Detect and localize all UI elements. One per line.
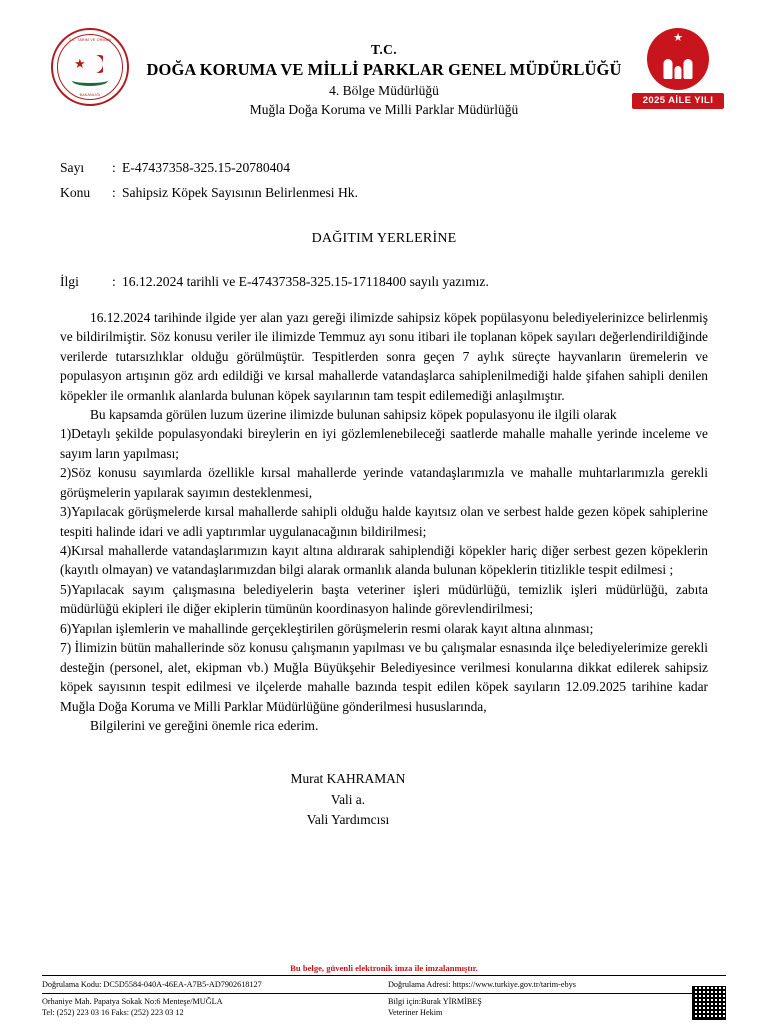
verification-code-cell [42,979,384,990]
list-item-1: 1)Detaylı şekilde populasyondaki bireylerin en iyi gözlemlenebileceği saatlerde mahalle mahalle yerinde inceleme ve sayım ların yapılması; [60,426,708,461]
leaf-arc-icon [71,74,109,86]
sayi-row [60,158,708,177]
family-circle [647,28,709,90]
header-office: Muğla Doğa Koruma ve Milli Parklar Müdürlüğü [249,102,519,118]
figure-adult [664,59,673,79]
crescent-icon [85,55,103,73]
signer-title-1: Vali a. [330,791,366,807]
family-year-band: 2025 AİLE YILI [632,93,724,109]
verification-address-value[interactable]: https://www.turkiye.gov.tr/tarim-ebys [452,979,576,989]
esignature-note: Bu belge, güvenli elektronik imza ile imzalanmıştır. [290,962,478,973]
family-figures [664,59,693,79]
footer-verification-row [42,979,726,990]
konu-row [60,183,708,202]
document-footer [0,963,768,1024]
footer-contact-row [42,996,726,1018]
left-logo-area [42,28,138,106]
list-item-7: 7) İlimizin bütün mahallerinde söz konusu çalışmanın yapılması ve bu çalışmalar esnasında ilçe belediyelerimize gerekli desteğin (personel, alet, ekipman vb.) Muğla Büyükşehir Belediyesince verilmesi konularına dikkat edilerek sahipsiz köpek sayısının tespit edilmesi ve ilçelerde mahalle bazında tespit edilen köpek sayıların 12.09.2025 tarihine kadar Muğla Doğa Koruma ve Milli Parklar Müdürlüğüne gönderilmesi hususlarında, [60,640,708,714]
signer-title-2: Vali Yardımcısı [306,811,390,827]
paragraph-1: 16.12.2024 tarihinde ilgide yer alan yazı gereği ilimizde sahipsiz köpek popülasyonu belediyelerinizce belirlenmiş ve bildirilmiştir. Söz konusu veriler ile ilimizde Temmuz ayı sonu itibari ile toplanan köpek sayıları değerlendirildiğinde verilerde tutarsızlıklar olduğu görülmüştür. Tespitlerden sonra geçen 7 aylık süreçte hayvanların üremelerin ve populasyon artışının göz ardı edildiği ve kırsal mahallerde vatandaşlarca sahiplenilmediği halde şifahen sahipli denilen köpekler ile ormanlık alanlarda bulunan köpek sayılarının tam tespit edilemediği anlaşılmıştır. [60,309,708,403]
list-item-3: 3)Yapılacak görüşmelerde kırsal mahallerde sahipli olduğu halde kayıtsız olan ve serbest halde gezen köpek sahiplerine tespiti halinde idari ve adli yaptırımlar uygulanacağının bildirilmesi; [60,504,708,539]
verification-address-label: Doğrulama Adresi: [388,979,451,989]
footer-contact-cell [384,996,726,1018]
closing-paragraph: Bilgilerini ve gereğini önemle rica ederim. [90,717,319,733]
header-tc: T.C. [370,42,398,57]
contact-title: Veteriner Hekim [388,1007,443,1017]
sayi-value: E-47437358-325.15-20780404 [122,160,291,175]
header-titles [138,28,630,119]
list-item-4: 4)Kırsal mahallerde vatandaşlarımızın kayıt altına aldırarak sahiplendiği köpekler hariç diğer serbest gezen köpeklerin (kayıtlı olmayan) ve vatandaşlarımızdan bilgi alarak ormanlık alanda bulunan köpeklerin titizlikle tespit edilmesi ; [60,543,708,578]
tarim-orman-bakanligi-emblem-icon [51,28,129,106]
header-region: 4. Bölge Müdürlüğü [329,82,439,98]
right-logo-area [630,28,726,109]
recipient-line: DAĞITIM YERLERİNE [311,230,457,246]
footer-phone: Tel: (252) 223 03 16 Faks: (252) 223 03 12 [42,1007,184,1017]
figure-child [675,66,682,79]
emblem-text-bottom: BAKANLIĞI [79,93,101,97]
ilgi-value: 16.12.2024 tarihli ve E-47437358-325.15-17118400 sayılı yazımız. [122,274,489,290]
konu-colon: : [112,185,116,201]
aile-yili-logo-icon [630,28,726,109]
contact-label: Bilgi için: [388,996,421,1006]
qr-code-icon [692,986,726,1020]
footer-address-cell [42,996,384,1018]
contact-name: Burak YİRMİBEŞ [420,996,482,1006]
konu-label: Konu [60,185,91,201]
signature-block [60,769,708,829]
verification-code-value: DC5D5584-040A-46EA-A7B5-AD7902618127 [103,979,262,989]
konu-value: Sahipsiz Köpek Sayısının Belirlenmesi Hk. [122,185,358,201]
list-item-5: 5)Yapılacak sayım çalışmasına belediyelerin başta veteriner işleri müdürlüğü, temizlik işleri müdürlüğü, zabıta müdürlüğü ekipleri ile diğer ekiplerin tümünün koordinasyon halinde görevlendirilmesi; [60,581,708,617]
header-institution: DOĞA KORUMA VE MİLLİ PARKLAR GENEL MÜDÜRLÜĞÜ [146,59,622,79]
list-item-2: 2)Söz konusu sayımlarda özellikle kırsal mahallerde yerinde vatandaşlarımızla ve mahalle muhtarlarımızla gerekli görüşmelerin yapılarak sayımın desteklenmesi, [60,465,708,500]
ilgi-label: İlgi [60,274,79,290]
sayi-label: Sayı [60,160,85,175]
list-item-6: 6)Yapılan işlemlerin ve mahallinde gerçekleştirilen görüşmelerin resmi olarak kayıt altına alınması; [60,620,594,636]
ilgi-row [60,272,708,291]
sayi-colon: : [112,160,116,175]
figure-adult [684,59,693,79]
document-header [0,0,768,140]
star-icon: ★ [74,56,86,71]
footer-divider-2 [42,993,726,994]
ilgi-colon: : [112,274,116,290]
star-icon: ★ [673,32,683,44]
document-body [0,158,768,830]
signer-name: Murat KAHRAMAN [290,771,406,787]
emblem-inner [67,44,113,90]
footer-divider [42,975,726,976]
emblem-text-top: T.C. TARIM VE ORMAN [68,38,112,42]
footer-address: Orhaniye Mah. Papatya Sokak No:6 Menteşe/MUĞLA [42,996,223,1006]
paragraph-2: Bu kapsamda görülen luzum üzerine ilimizde bulunan sahipsiz köpek populasyonu ile ilgili olarak [90,406,617,422]
verification-code-label: Doğrulama Kodu: [42,979,102,989]
verification-address-cell [384,979,726,990]
